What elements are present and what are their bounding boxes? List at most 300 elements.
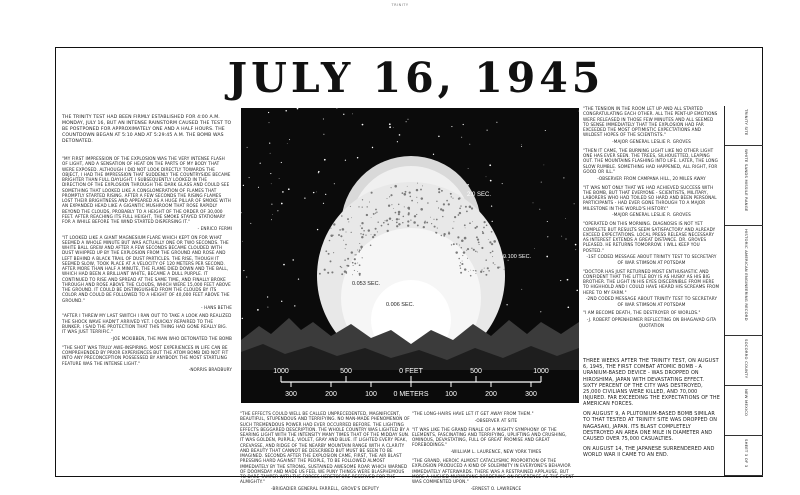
texture-speck [393, 208, 394, 209]
meter-label: 200 [485, 391, 497, 398]
texture-speck [461, 240, 464, 243]
texture-speck [504, 269, 505, 270]
star-speck [540, 311, 541, 312]
texture-speck [328, 253, 330, 255]
texture-speck [346, 232, 347, 233]
star-speck [547, 221, 548, 222]
star-speck [563, 177, 564, 178]
star-speck [294, 305, 295, 306]
texture-speck [475, 273, 476, 274]
page-title: JULY 16, 1945 [227, 54, 605, 102]
texture-speck [456, 243, 458, 245]
left-quote-column [62, 156, 232, 376]
texture-speck [414, 215, 416, 217]
texture-speck [475, 251, 476, 252]
texture-speck [460, 272, 462, 274]
texture-speck [482, 232, 484, 234]
texture-speck [358, 206, 359, 207]
star-speck [270, 153, 271, 154]
texture-speck [438, 191, 440, 193]
texture-speck [476, 226, 478, 228]
texture-speck [481, 269, 482, 270]
texture-speck [438, 188, 440, 190]
quote-text: "THEN IT CAME, THE BURNING LIGHT LIKE NO OTHER LIGHT ONE HAS EVER SEEN. THE TREES, SILHOUETTED, LEAPING OUT. THE MOUNTAINS FLASHING INTO LIFE. LATER, THE LONG SLOW RUMBLE. SOMETHING HAD HAPPENED, ALL RIGHT, FOR GOOD OR ILL." [583, 147, 718, 174]
texture-speck [359, 274, 361, 276]
texture-speck [398, 223, 400, 225]
star-speck [451, 126, 452, 127]
texture-speck [346, 272, 348, 274]
star-speck [461, 137, 462, 138]
star-speck [468, 168, 469, 169]
texture-speck [461, 263, 463, 265]
quote-text: "AFTER I THREW MY LAST SWITCH I RAN OUT TO TAKE A LOOK AND REALIZED THE SHOCK WAVE HADN'T ARRIVED YET. I QUICKLY REPAIRED TO THE BUNKER. I SAID THE PROTECTION THAT THIS THING HAD GONE REALLY BIG. IT WAS JUST TERRIFIC." [62, 313, 232, 335]
texture-speck [351, 232, 352, 233]
texture-speck [460, 205, 461, 206]
texture-speck [420, 208, 423, 211]
texture-speck [348, 221, 349, 222]
texture-speck [448, 203, 450, 205]
star-speck [269, 122, 270, 123]
title-block-cell [725, 146, 763, 226]
texture-speck [486, 225, 488, 227]
texture-speck [465, 206, 467, 208]
texture-speck [464, 268, 466, 270]
texture-speck [354, 270, 355, 271]
texture-speck [463, 251, 465, 253]
texture-speck [430, 217, 431, 218]
star-speck [352, 114, 353, 115]
texture-speck [409, 192, 411, 194]
texture-speck [361, 248, 362, 249]
texture-speck [491, 231, 493, 233]
texture-speck [491, 243, 493, 245]
star-speck [289, 139, 290, 140]
aftermath-paragraph: ON AUGUST 14, THE JAPANESE SURRENDERED AND WORLD WAR II CAME TO AN END. [583, 445, 715, 459]
texture-speck [371, 217, 372, 218]
texture-speck [482, 231, 483, 232]
texture-speck [438, 207, 439, 208]
quote-attribution: - ENRICO FERMI [197, 225, 232, 231]
quote-attribution: -ERNEST O. LAWRENCE [470, 485, 522, 491]
star-speck [250, 223, 251, 224]
star-speck [247, 147, 248, 148]
texture-speck [459, 207, 461, 209]
texture-speck [344, 259, 346, 261]
star-speck [502, 183, 503, 184]
texture-speck [390, 194, 392, 196]
feet-label: 1000 [273, 368, 289, 375]
texture-speck [457, 236, 459, 238]
texture-speck [443, 203, 445, 205]
star-speck [242, 318, 243, 319]
texture-speck [345, 244, 347, 246]
quote-text: "I AM BECOME DEATH, THE DESTROYER OF WORLDS." [583, 310, 701, 316]
star-speck [561, 236, 562, 237]
texture-speck [481, 247, 483, 249]
intro-paragraph: THE TRINITY TEST HAD BEEN FIRMLY ESTABLISHED FOR 4:00 A.M. MONDAY, JULY 16, BUT AN INTENSE RAINSTORM CAUSED THE TEST TO BE POSTPONED FOR APPROXIMATELY ONE AND A HALF HOURS. THE COUNTDOWN BEGAN AT 5:10 AND AT 5:29:45 A.M. THE BOMB WAS DETONATED. [62, 115, 232, 144]
feet-label: 1000 [533, 368, 549, 375]
texture-speck [398, 213, 400, 215]
quote-attribution: -JOE MCKIBBEN, THE MAN WHO DETONATED THE BOMB [110, 335, 232, 341]
texture-speck [473, 270, 474, 271]
quote-text: "IT WAS LIKE THE GRAND FINALE OF A MIGHTY SYMPHONY OF THE ELEMENTS, FASCINATING AND TERRIFYING, UPLIFTING AND CRUSHING, OMINOUS, DEVASTATING, FULL OF GREAT PROMISE AND GREAT FOREBODINGS." [412, 426, 567, 448]
texture-speck [352, 274, 353, 275]
texture-speck [479, 244, 480, 245]
texture-speck [388, 205, 390, 207]
star-speck [249, 177, 250, 178]
texture-speck [341, 273, 343, 275]
texture-speck [359, 264, 361, 266]
feet-label: 500 [340, 368, 352, 375]
star-speck [357, 157, 358, 158]
title-block-text: SHEET 3 OF 3 [744, 439, 749, 468]
quote-attribution: -2ND CODED MESSAGE ABOUT TRINITY TEST TO SECRETARY OF WAR STIMSON AT POTSDAM [585, 296, 718, 307]
star-speck [298, 278, 299, 279]
quote-text: "IT WAS NOT ONLY THAT WE HAD ACHIEVED SUCCESS WITH THE BOMB, BUT THAT EVERYONE - SCIENTISTS, MILITARY, LABORERS WHO HAD TOILED SO HARD AND BEEN PERSONAL PARTICIPANTS - HAD EVER GONE THROUGH TO A MAJOR MILESTONE IN THE WORLD'S HISTORY." [583, 184, 717, 211]
texture-speck [398, 219, 399, 220]
star-speck [438, 136, 439, 137]
texture-speck [416, 197, 417, 198]
star-speck [544, 165, 545, 166]
texture-speck [488, 239, 489, 240]
texture-speck [417, 224, 419, 226]
texture-speck [492, 256, 493, 257]
texture-speck [341, 267, 342, 268]
texture-speck [389, 196, 390, 197]
texture-speck [408, 212, 410, 214]
texture-speck [451, 196, 452, 197]
texture-speck [370, 245, 372, 247]
title-block-text: SOCORRO COUNTY [744, 339, 749, 379]
texture-speck [381, 225, 383, 227]
texture-speck [375, 209, 377, 211]
star-speck [281, 162, 282, 163]
texture-speck [361, 222, 363, 224]
texture-speck [487, 267, 489, 269]
texture-speck [391, 187, 392, 188]
star-speck [318, 172, 319, 173]
star-speck [345, 160, 346, 161]
star-speck [567, 306, 569, 308]
star-speck [271, 204, 272, 205]
star-speck [566, 239, 567, 240]
title-block-cell [725, 436, 763, 476]
star-speck [575, 244, 577, 246]
star-speck [243, 270, 244, 271]
texture-speck [446, 200, 448, 202]
star-speck [323, 203, 324, 204]
star-speck [257, 309, 259, 311]
texture-speck [459, 245, 460, 246]
texture-speck [352, 262, 354, 264]
texture-speck [386, 220, 387, 221]
texture-speck [437, 228, 438, 229]
quote-attribution: -1ST CODED MESSAGE ABOUT TRINITY TEST TO SECRETARY OF WAR STIMSON AT POTSDAM [586, 254, 717, 265]
texture-speck [319, 273, 321, 275]
texture-speck [488, 270, 489, 271]
texture-speck [371, 192, 373, 194]
texture-speck [493, 240, 496, 243]
texture-speck [363, 230, 365, 232]
texture-speck [433, 219, 434, 220]
feet-label: 500 [470, 368, 482, 375]
texture-speck [454, 216, 456, 218]
star-speck [521, 144, 522, 145]
texture-speck [358, 251, 360, 253]
star-speck [281, 301, 282, 302]
title-block-text: NEW MEXICO [744, 389, 749, 417]
star-speck [521, 289, 522, 290]
texture-speck [476, 236, 478, 238]
star-speck [271, 183, 272, 184]
star-speck [492, 221, 493, 222]
texture-speck [347, 258, 349, 260]
texture-speck [362, 199, 363, 200]
texture-speck [422, 185, 423, 186]
texture-speck [466, 211, 468, 213]
quote-text: "THE LONG-HAIRS HAVE LET IT GET AWAY FROM THEM." [412, 411, 534, 416]
quote-attribution: -MAJOR GENERAL LESLIE R. GROVES [612, 212, 691, 218]
quote-text: "THE EFFECTS COULD WELL BE CALLED UNPRECEDENTED, MAGNIFICENT, BEAUTIFUL, STUPENDOUS AND TERRIFYING. NO MAN-MADE PHENOMENON OF SUCH TREMENDOUS POWER HAD EVER OCCURRED BEFORE. THE LIGHTING EFFECTS BEGGARED DESCRIPTION. THE WHOLE COUNTRY WAS LIGHTED BY A SEARING LIGHT WITH THE INTENSITY MANY TIMES THAT OF THE MIDDAY SUN. IT WAS GOLDEN, PURPLE, VIOLET, GRAY AND BLUE. IT LIGHTED EVERY PEAK, CREVASSE, AND RIDGE OF THE NEARBY MOUNTAIN RANGE WITH A CLARITY AND BEAUTY THAT CANNOT BE DESCRIBED BUT MUST BE SEEN TO BE IMAGINED. SECONDS AFTER THE EXPLOSION CAME, FIRST, THE AIR BLAST PRESSING HARD AGAINST THE PEOPLE, TO BE FOLLOWED ALMOST IMMEDIATELY BY THE STRONG, SUSTAINED AWESOME ROAR WHICH WARNED OF DOOMSDAY AND MADE US FEEL WE PUNY THINGS WERE BLASPHEMOUS TO DARE TAMPER WITH THE FORCES HERETOFORE RESERVED FOR THE ALMIGHTY." [240, 411, 410, 485]
star-speck [389, 123, 391, 125]
texture-speck [354, 263, 356, 265]
texture-speck [391, 204, 392, 205]
texture-speck [427, 202, 429, 204]
sheet-header-label: TRINITY [391, 3, 409, 7]
label-2-0-sec: 2.0 SEC. [467, 192, 492, 198]
texture-speck [396, 225, 398, 227]
star-speck [362, 124, 364, 126]
quote-attribution: -OBSERVER FROM CAMPANA HILL, 20 MILES AWAY [597, 175, 706, 181]
texture-speck [340, 266, 341, 267]
star-speck [463, 124, 464, 125]
texture-speck [359, 249, 361, 251]
texture-speck [357, 271, 358, 272]
texture-speck [485, 259, 487, 261]
star-speck [506, 304, 507, 305]
star-speck [574, 203, 575, 204]
texture-speck [465, 227, 466, 228]
star-speck [469, 144, 470, 145]
star-speck [567, 279, 569, 281]
quote-attribution: -OBSERVER AT SITE [474, 417, 518, 423]
texture-speck [442, 216, 443, 217]
texture-speck [471, 207, 473, 209]
texture-speck [462, 255, 463, 256]
star-speck [433, 154, 434, 155]
star-speck [578, 111, 579, 112]
star-speck [313, 192, 314, 193]
texture-speck [375, 212, 376, 213]
texture-speck [478, 242, 480, 244]
texture-speck [420, 189, 422, 191]
meter-label: 100 [365, 391, 377, 398]
texture-speck [398, 211, 401, 214]
texture-speck [470, 275, 472, 277]
texture-speck [357, 263, 358, 264]
texture-speck [394, 185, 397, 188]
star-speck [546, 256, 548, 258]
texture-speck [362, 206, 363, 207]
texture-speck [405, 191, 407, 193]
texture-speck [387, 198, 388, 199]
meter-label: 0 METERS [393, 391, 429, 398]
texture-speck [480, 271, 482, 273]
texture-speck [346, 265, 348, 267]
texture-speck [331, 271, 333, 273]
texture-speck [423, 226, 425, 228]
bottom-quote-column-b [412, 411, 580, 495]
texture-speck [475, 270, 476, 271]
quote-text: "MY FIRST IMPRESSION OF THE EXPLOSION WAS THE VERY INTENSE FLASH OF LIGHT, AND A SENSATION OF HEAT ON THE PARTS OF MY BODY THAT WERE EXPOSED. ALTHOUGH I DID NOT LOOK DIRECTLY TOWARDS THE OBJECT, I HAD THE IMPRESSION THAT SUDDENLY THE COUNTRYSIDE BECAME BRIGHTER THAN FULL DAYLIGHT. I SUBSEQUENTLY LOOKED IN THE DIRECTION OF THE EXPLOSION THROUGH THE DARK GLASS AND COULD SEE SOMETHING THAT LOOKED LIKE A CONGLOMERATION OF FLAMES THAT PROMPTLY STARTED RISING. AFTER A FEW SECONDS THE RISING FLAMES LOST THEIR BRIGHTNESS AND APPEARED AS A HUGE PILLAR OF SMOKE WITH AN EXPANDED HEAD LIKE A GIGANTIC MUSHROOM THAT ROSE RAPIDLY BEYOND THE CLOUDS, PROBABLY TO A HEIGHT OF THE ORDER OF 30,000 FEET. AFTER REACHING ITS FULL HEIGHT, THE SMOKE STAYED STATIONARY FOR A WHILE BEFORE THE WIND STARTED DISPERSING IT." [62, 156, 231, 224]
texture-speck [452, 198, 453, 199]
star-speck [534, 248, 535, 249]
quote-text: "THE GRAND, HEROIC ALMOST CATACLYSMIC PROPORTION OF THE EXPLOSION PRODUCED A KIND OF SOLEMNITY IN EVERYONE'S BEHAVIOR IMMEDIATELY AFTERWARDS. THERE WAS A RESTRAINED APPLAUSE, BUT MORE A HUSHED MURMURING BORDERING ON REVERENCE AS THE EVENT WAS COMMENTED UPON." [412, 458, 575, 485]
texture-speck [459, 265, 460, 266]
explosion-illustration [241, 108, 579, 403]
texture-speck [435, 232, 436, 233]
texture-speck [460, 268, 461, 269]
title-block-text: TRINITY SITE [744, 109, 749, 136]
texture-speck [365, 234, 366, 235]
texture-speck [470, 270, 471, 271]
star-speck [279, 178, 280, 179]
texture-speck [407, 225, 409, 227]
star-speck [281, 203, 283, 205]
texture-speck [410, 219, 411, 220]
texture-speck [441, 235, 442, 236]
star-speck [336, 107, 337, 108]
texture-speck [409, 196, 411, 198]
texture-speck [459, 212, 461, 214]
star-speck [267, 296, 268, 297]
texture-speck [375, 228, 377, 230]
texture-speck [473, 249, 475, 251]
texture-speck [424, 221, 425, 222]
quote-attribution: -WILLIAM L. LAURENCE, NEW YORK TIMES [450, 449, 542, 455]
drawing-sheet [55, 47, 763, 492]
star-speck [292, 259, 293, 260]
texture-speck [347, 218, 349, 220]
star-speck [547, 236, 548, 237]
star-speck [285, 110, 287, 112]
texture-speck [477, 238, 479, 240]
star-speck [323, 134, 324, 135]
star-speck [268, 112, 269, 113]
texture-speck [458, 197, 460, 199]
star-speck [576, 290, 578, 292]
texture-speck [360, 225, 361, 226]
texture-speck [338, 234, 340, 236]
bottom-quote-column-a [240, 411, 410, 495]
texture-speck [403, 216, 405, 218]
texture-speck [360, 246, 363, 249]
star-speck [240, 212, 241, 213]
texture-speck [494, 264, 495, 265]
texture-speck [361, 227, 363, 229]
title-block-text: HISTORIC AMERICAN ENGINEERING RECORD [744, 229, 749, 321]
texture-speck [472, 221, 473, 222]
star-speck [399, 134, 401, 136]
texture-speck [452, 228, 453, 229]
texture-speck [341, 215, 343, 217]
meter-label: 200 [325, 391, 337, 398]
texture-speck [392, 220, 393, 221]
texture-speck [477, 252, 478, 253]
texture-speck [345, 248, 346, 249]
aftermath-paragraph: ON AUGUST 9, A PLUTONIUM-BASED BOMB SIMILAR TO THAT TESTED AT TRINITY SITE WAS DROPPED ON NAGASAKI, JAPAN. ITS BLAST COMPLETELY DESTROYED AN AREA ONE MILE IN DIAMETER AND CAUSED OVER 75,000 CASUALTIES. [583, 411, 718, 443]
star-speck [270, 173, 271, 174]
title-block-cell [725, 106, 763, 146]
texture-speck [451, 244, 452, 245]
texture-speck [416, 214, 417, 215]
star-speck [406, 121, 407, 122]
texture-speck [366, 206, 367, 207]
texture-speck [469, 206, 472, 209]
star-speck [397, 141, 398, 142]
meter-label: 100 [445, 391, 457, 398]
texture-speck [483, 271, 484, 272]
texture-speck [404, 206, 405, 207]
texture-speck [377, 221, 378, 222]
texture-speck [471, 248, 472, 249]
texture-speck [499, 267, 500, 268]
texture-speck [377, 231, 378, 232]
texture-speck [436, 201, 437, 202]
texture-speck [325, 250, 327, 252]
star-speck [565, 218, 566, 219]
star-speck [486, 176, 487, 177]
texture-speck [385, 220, 386, 221]
quote-attribution: -NORRIS BRADBURY [188, 367, 232, 373]
title-block-text: WHITE SANDS MISSILE RANGE [744, 149, 749, 212]
star-speck [489, 164, 491, 166]
texture-speck [339, 229, 341, 231]
texture-speck [383, 222, 385, 224]
texture-speck [443, 233, 445, 235]
star-speck [318, 171, 320, 173]
texture-speck [374, 234, 376, 236]
texture-speck [440, 208, 442, 210]
texture-speck [484, 221, 486, 223]
star-speck [304, 197, 305, 198]
texture-speck [360, 233, 361, 234]
star-speck [408, 119, 409, 120]
texture-speck [458, 258, 460, 260]
right-quote-column [583, 106, 720, 331]
star-speck [271, 219, 272, 220]
texture-speck [362, 234, 364, 236]
texture-speck [368, 229, 370, 231]
texture-speck [355, 254, 356, 255]
texture-speck [461, 247, 462, 248]
texture-speck [402, 192, 404, 194]
texture-speck [407, 220, 409, 222]
star-speck [521, 146, 522, 147]
texture-speck [464, 224, 466, 226]
quote-attribution: -MAJOR GENERAL LESLIE R. GROVES [612, 139, 691, 145]
texture-speck [450, 193, 452, 195]
texture-speck [396, 218, 398, 220]
star-speck [267, 307, 268, 308]
star-speck [246, 276, 247, 277]
texture-speck [434, 226, 436, 228]
texture-speck [417, 202, 418, 203]
star-speck [575, 249, 576, 250]
star-speck [393, 127, 394, 128]
star-speck [277, 210, 278, 211]
texture-speck [331, 235, 333, 237]
